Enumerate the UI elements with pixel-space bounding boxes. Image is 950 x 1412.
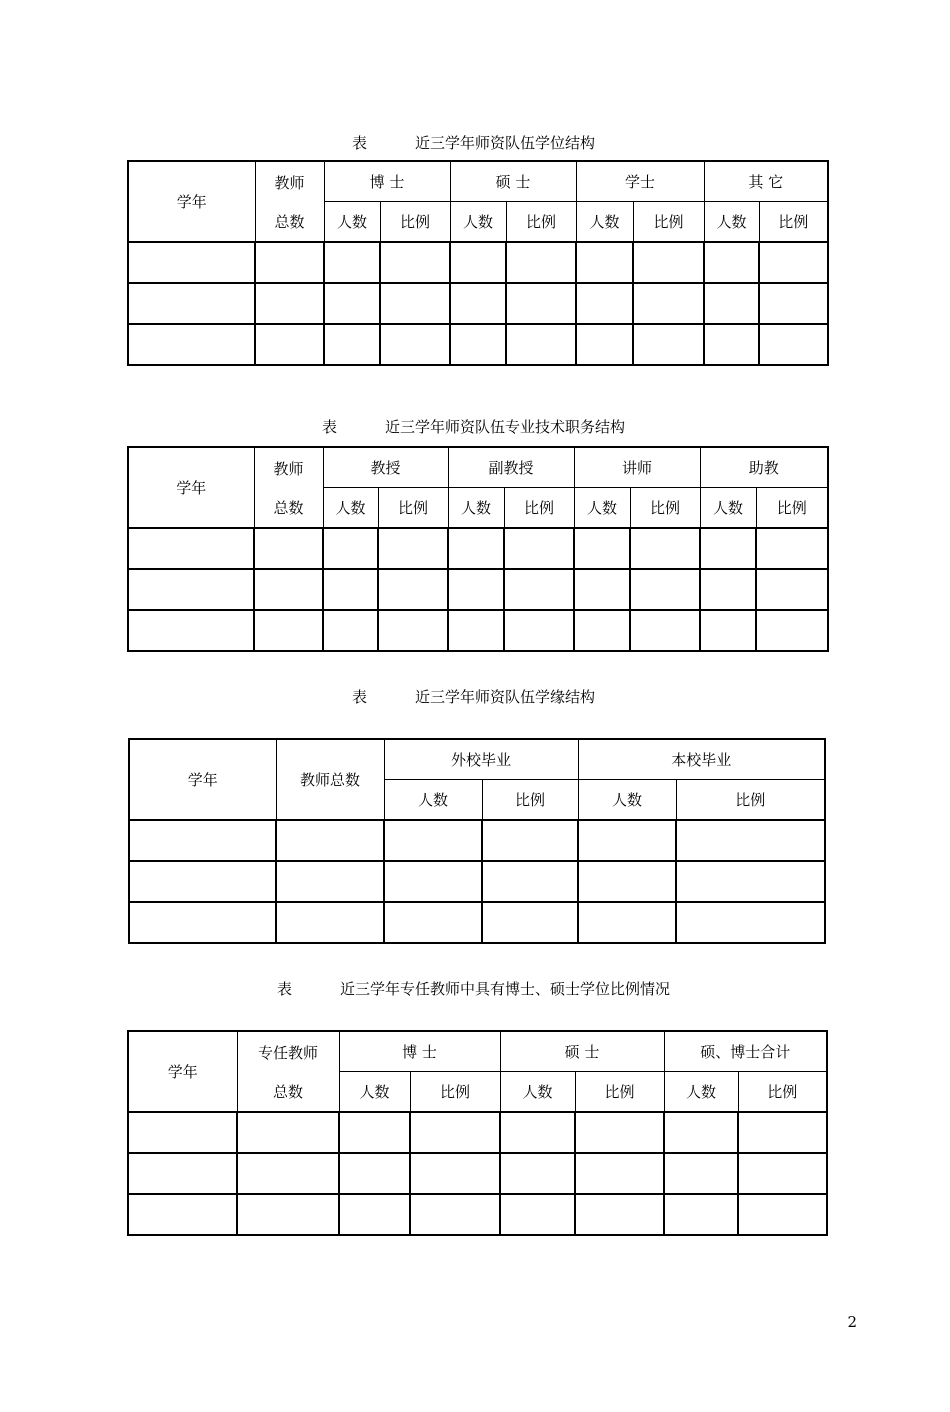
table-cell[interactable] <box>574 528 630 569</box>
group-header: 博 士 <box>339 1031 500 1072</box>
table-cell[interactable] <box>700 610 756 651</box>
teacher-total-header <box>254 447 323 528</box>
table-cell[interactable] <box>448 569 504 610</box>
count-header: 人数 <box>574 488 630 529</box>
table-cell[interactable] <box>664 1153 738 1194</box>
table-cell[interactable] <box>676 902 825 943</box>
table-row <box>128 324 828 365</box>
table-row <box>128 610 828 651</box>
table-cell[interactable] <box>276 820 384 861</box>
table-row <box>128 1194 827 1235</box>
table-cell[interactable] <box>276 902 384 943</box>
teacher-total-header: 教师总数 <box>276 739 384 820</box>
group-header: 硕 士 <box>450 161 576 202</box>
table2-caption <box>322 418 625 436</box>
table-cell[interactable] <box>482 820 578 861</box>
group-header: 教授 <box>323 447 448 488</box>
group-header: 博 士 <box>324 161 450 202</box>
table-cell[interactable] <box>237 1112 339 1153</box>
table-cell[interactable] <box>255 283 324 324</box>
table-cell[interactable] <box>237 1194 339 1235</box>
teacher-total-header <box>255 161 324 242</box>
table-cell[interactable] <box>237 1153 339 1194</box>
table-cell[interactable] <box>380 242 450 283</box>
table-cell[interactable] <box>500 1153 575 1194</box>
table-cell[interactable] <box>630 569 700 610</box>
table-cell[interactable] <box>324 324 380 365</box>
year-header: 学年 <box>128 447 254 528</box>
table-cell[interactable] <box>128 569 254 610</box>
header-line: 总数 <box>272 1082 303 1101</box>
table3-caption <box>352 688 595 706</box>
ratio-header: 比例 <box>630 488 700 529</box>
table-cell[interactable] <box>506 283 576 324</box>
table-cell[interactable] <box>576 283 633 324</box>
table-cell[interactable] <box>575 1112 664 1153</box>
table-cell[interactable] <box>756 569 828 610</box>
table-cell[interactable] <box>254 569 323 610</box>
table-cell[interactable] <box>378 610 448 651</box>
caption-text: 近三学年师资队伍专业技术职务结构 <box>385 418 626 436</box>
table-cell[interactable] <box>704 283 759 324</box>
caption-prefix: 表 <box>352 134 368 152</box>
count-header: 人数 <box>339 1072 410 1113</box>
table-cell[interactable] <box>506 242 576 283</box>
table-cell[interactable] <box>129 861 276 902</box>
page-number: 2 <box>847 1313 857 1331</box>
table-cell[interactable] <box>756 528 828 569</box>
count-header: 人数 <box>384 780 482 821</box>
table-cell[interactable] <box>128 324 255 365</box>
table-cell[interactable] <box>255 242 324 283</box>
ratio-header: 比例 <box>756 488 828 529</box>
count-header: 人数 <box>576 202 633 243</box>
table-cell[interactable] <box>323 569 378 610</box>
table-cell[interactable] <box>482 861 578 902</box>
table-row <box>128 1112 827 1153</box>
table-cell[interactable] <box>128 242 255 283</box>
table-cell[interactable] <box>578 820 676 861</box>
table-cell[interactable] <box>450 283 506 324</box>
group-header: 其 它 <box>704 161 828 202</box>
table-cell[interactable] <box>128 1153 237 1194</box>
table-cell[interactable] <box>410 1112 500 1153</box>
table-cell[interactable] <box>738 1194 827 1235</box>
table-cell[interactable] <box>704 242 759 283</box>
year-header: 学年 <box>128 1031 237 1112</box>
group-header: 副教授 <box>448 447 574 488</box>
table-cell[interactable] <box>482 902 578 943</box>
header-line: 教师 <box>273 459 304 478</box>
table-cell[interactable] <box>576 324 633 365</box>
table-cell[interactable] <box>630 610 700 651</box>
table-row <box>129 820 825 861</box>
table-cell[interactable] <box>129 902 276 943</box>
table-cell[interactable] <box>323 610 378 651</box>
table-cell[interactable] <box>759 283 828 324</box>
count-header: 人数 <box>578 780 676 821</box>
table-row <box>128 569 828 610</box>
table-cell[interactable] <box>576 242 633 283</box>
degree-structure-table <box>127 160 829 366</box>
ratio-header: 比例 <box>759 202 828 243</box>
table-cell[interactable] <box>128 1112 237 1153</box>
table-cell[interactable] <box>504 528 574 569</box>
table-cell[interactable] <box>676 861 825 902</box>
table1-caption <box>352 134 595 152</box>
count-header: 人数 <box>323 488 378 529</box>
table-cell[interactable] <box>700 528 756 569</box>
table-cell[interactable] <box>448 528 504 569</box>
table-cell[interactable] <box>504 569 574 610</box>
table-cell[interactable] <box>676 820 825 861</box>
table-cell[interactable] <box>664 1112 738 1153</box>
count-header: 人数 <box>450 202 506 243</box>
table-cell[interactable] <box>128 1194 237 1235</box>
table-cell[interactable] <box>380 283 450 324</box>
count-header: 人数 <box>448 488 504 529</box>
table-cell[interactable] <box>500 1194 575 1235</box>
table-cell[interactable] <box>450 242 506 283</box>
academic-origin-table <box>128 738 826 944</box>
year-header: 学年 <box>129 739 276 820</box>
teacher-total-header <box>237 1031 339 1112</box>
table-cell[interactable] <box>384 902 482 943</box>
table-cell[interactable] <box>378 569 448 610</box>
table-cell[interactable] <box>633 242 704 283</box>
table-cell[interactable] <box>129 820 276 861</box>
table-cell[interactable] <box>128 610 254 651</box>
table-cell[interactable] <box>630 528 700 569</box>
table-cell[interactable] <box>339 1194 410 1235</box>
table-cell[interactable] <box>704 324 759 365</box>
caption-text: 近三学年师资队伍学缘结构 <box>415 688 596 706</box>
table-row <box>128 242 828 283</box>
table-cell[interactable] <box>410 1153 500 1194</box>
count-header: 人数 <box>664 1072 738 1113</box>
table-cell[interactable] <box>339 1112 410 1153</box>
table-cell[interactable] <box>504 610 574 651</box>
table-cell[interactable] <box>380 324 450 365</box>
group-header: 硕、博士合计 <box>664 1031 827 1072</box>
table-cell[interactable] <box>633 324 704 365</box>
table-cell[interactable] <box>575 1194 664 1235</box>
group-header: 外校毕业 <box>384 739 578 780</box>
title-structure-table <box>127 446 829 652</box>
table-cell[interactable] <box>276 861 384 902</box>
count-header: 人数 <box>500 1072 575 1113</box>
table-cell[interactable] <box>254 528 323 569</box>
group-header: 助教 <box>700 447 828 488</box>
table-row <box>129 861 825 902</box>
ratio-header: 比例 <box>410 1072 500 1113</box>
table-cell[interactable] <box>384 820 482 861</box>
ratio-header: 比例 <box>504 488 574 529</box>
table-cell[interactable] <box>324 242 380 283</box>
table-cell[interactable] <box>664 1194 738 1235</box>
group-header: 本校毕业 <box>578 739 825 780</box>
ratio-header: 比例 <box>676 780 825 821</box>
ratio-header: 比例 <box>378 488 448 529</box>
table-cell[interactable] <box>738 1112 827 1153</box>
count-header: 人数 <box>704 202 759 243</box>
header-line: 总数 <box>273 498 304 517</box>
table-cell[interactable] <box>255 324 324 365</box>
table-cell[interactable] <box>574 569 630 610</box>
table-cell[interactable] <box>700 569 756 610</box>
count-header: 人数 <box>700 488 756 529</box>
caption-prefix: 表 <box>352 688 368 706</box>
year-header: 学年 <box>128 161 255 242</box>
table-cell[interactable] <box>633 283 704 324</box>
caption-prefix: 表 <box>322 418 338 436</box>
table-cell[interactable] <box>128 283 255 324</box>
table-cell[interactable] <box>410 1194 500 1235</box>
table-cell[interactable] <box>500 1112 575 1153</box>
table-cell[interactable] <box>756 610 828 651</box>
table-cell[interactable] <box>378 528 448 569</box>
group-header: 硕 士 <box>500 1031 664 1072</box>
table-cell[interactable] <box>128 528 254 569</box>
caption-text: 近三学年师资队伍学位结构 <box>415 134 596 152</box>
table-cell[interactable] <box>324 283 380 324</box>
table-cell[interactable] <box>254 610 323 651</box>
table4-caption <box>277 980 670 998</box>
ratio-header: 比例 <box>738 1072 827 1113</box>
header-line: 教师 <box>274 173 305 192</box>
table-cell[interactable] <box>506 324 576 365</box>
caption-text: 近三学年专任教师中具有博士、硕士学位比例情况 <box>340 980 671 998</box>
table-cell[interactable] <box>759 242 828 283</box>
table-cell[interactable] <box>575 1153 664 1194</box>
group-header: 讲师 <box>574 447 700 488</box>
ratio-header: 比例 <box>482 780 578 821</box>
table-cell[interactable] <box>323 528 378 569</box>
doctor-master-ratio-table <box>127 1030 828 1236</box>
ratio-header: 比例 <box>380 202 450 243</box>
table-cell[interactable] <box>578 861 676 902</box>
table-row <box>128 283 828 324</box>
header-line: 总数 <box>274 212 305 231</box>
group-header: 学士 <box>576 161 704 202</box>
count-header: 人数 <box>324 202 380 243</box>
table-cell[interactable] <box>384 861 482 902</box>
caption-prefix: 表 <box>277 980 293 998</box>
header-line: 专任教师 <box>257 1043 318 1062</box>
table-row <box>128 1153 827 1194</box>
table-row <box>129 902 825 943</box>
ratio-header: 比例 <box>506 202 576 243</box>
ratio-header: 比例 <box>633 202 704 243</box>
table-cell[interactable] <box>578 902 676 943</box>
table-cell[interactable] <box>738 1153 827 1194</box>
table-cell[interactable] <box>574 610 630 651</box>
table-cell[interactable] <box>450 324 506 365</box>
table-cell[interactable] <box>448 610 504 651</box>
table-row <box>128 528 828 569</box>
table-cell[interactable] <box>339 1153 410 1194</box>
ratio-header: 比例 <box>575 1072 664 1113</box>
table-cell[interactable] <box>759 324 828 365</box>
